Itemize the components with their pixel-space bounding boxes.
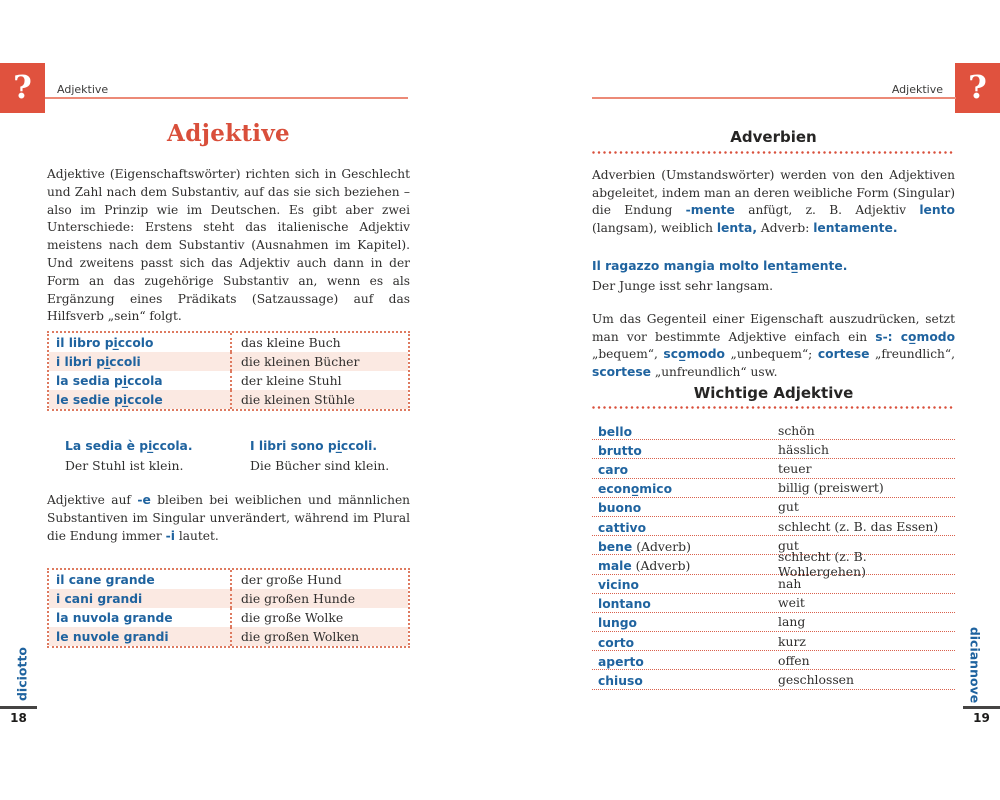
italian-sentence: La sedia è pi̲ccola. (65, 439, 193, 453)
german-translation: weit (778, 595, 805, 611)
page-number-right: 19 (973, 711, 990, 725)
header-rule-right (592, 97, 956, 99)
running-header-left: Adjektive (57, 83, 109, 96)
table-row (49, 627, 408, 646)
italian-word: buono (598, 501, 642, 516)
german-translation: die kleinen Stühle (230, 390, 408, 409)
italian-word: chiuso (598, 674, 643, 689)
running-header-right: Adjektive (891, 83, 943, 96)
italian-word: cattivo (598, 520, 647, 535)
german-translation: offen (778, 652, 810, 668)
german-translation: das kleine Buch (230, 333, 408, 352)
italian-word: caro (598, 462, 629, 477)
german-translation: teuer (778, 460, 812, 476)
german-translation: schlecht (z. B. Wohlergehen) (778, 549, 867, 580)
german-translation: lang (778, 614, 806, 630)
table-row (49, 390, 408, 409)
german-translation: nah (778, 576, 802, 592)
adverbs-paragraph: Adverbien (Umstandswörter) werden von den Adjektiven abgeleitet, indem man an deren weibliche Form (Singular) die Endung -mente anfügt, z. B. Adjektiv lento (langsam), weiblich lenta, Adverb: lentamente. (592, 168, 955, 235)
dotted-rule (592, 406, 955, 409)
italian-phrase: la sedia pi̲ccola (56, 373, 163, 388)
vocab-row (592, 479, 955, 498)
word-note: (Adverb) (631, 557, 691, 573)
vocab-row (592, 575, 955, 594)
vocab-row (592, 440, 955, 459)
section-title-adverbien: Adverbien (730, 128, 817, 146)
example-sentence-pair (65, 437, 193, 475)
italian-word: aperto (598, 654, 644, 669)
vocab-row (592, 651, 955, 670)
example-sentence-pair (250, 437, 389, 475)
example-sentence-pair (592, 257, 847, 295)
italian-word: vicino (598, 578, 639, 593)
dotted-rule (592, 151, 955, 154)
vocab-row (592, 517, 955, 536)
german-sentence: Der Stuhl ist klein. (65, 458, 184, 473)
italian-phrase: i libri pi̲ccoli (56, 354, 141, 369)
german-translation: kurz (778, 633, 806, 649)
italian-word: lontano (598, 597, 651, 612)
german-translation: die kleinen Bücher (230, 352, 408, 371)
italian-word: corto (598, 635, 635, 650)
italian-word: bello (598, 424, 633, 439)
page-number-left: 18 (10, 711, 27, 725)
table-row (49, 608, 408, 627)
table-row (49, 570, 408, 589)
vocab-row (592, 670, 955, 689)
question-mark-icon: ? (968, 68, 987, 106)
vocab-row (592, 632, 955, 651)
vocab-row (592, 549, 955, 580)
vocab-row (592, 594, 955, 613)
italian-sentence: I libri sono pi̲ccoli. (250, 439, 378, 453)
italian-word: econo̲mico (598, 482, 673, 497)
word-note: (Adverb) (632, 538, 691, 554)
german-translation: billig (preiswert) (778, 480, 884, 496)
italian-phrase: i cani grandi (56, 591, 143, 606)
vocab-row (592, 613, 955, 632)
german-translation: die große Wolke (230, 608, 408, 627)
vocab-row (592, 498, 955, 517)
german-translation: der kleine Stuhl (230, 371, 408, 390)
german-translation: der große Hund (230, 570, 408, 589)
italian-phrase: le nuvole grandi (56, 629, 169, 644)
opposites-paragraph: Um das Gegenteil einer Eigenschaft auszudrücken, setzt man vor bestimmte Adjektive einfach ein s-: co̲modo „bequem“, sco̲modo „unbequem“; cortese „freundlich“, scortese „unfreundlich“ usw. (592, 312, 956, 379)
german-translation: die großen Wolken (230, 627, 408, 646)
side-page-word-right: diciannove (967, 626, 983, 704)
german-sentence: Die Bücher sind klein. (250, 458, 390, 473)
italian-word: lungo (598, 616, 637, 631)
footer-rule-left (0, 706, 37, 709)
german-translation: gut (778, 499, 799, 515)
header-rule-left (45, 97, 408, 99)
italian-word: bene (598, 539, 633, 554)
german-translation: hässlich (778, 441, 829, 457)
table-row (49, 589, 408, 608)
german-translation: schön (778, 422, 815, 438)
section-title-wichtige-adjektive: Wichtige Adjektive (693, 384, 854, 402)
vocab-row (592, 421, 955, 440)
side-page-word-left: diciotto (14, 646, 30, 702)
vocab-row (592, 459, 955, 478)
table-row (49, 371, 408, 390)
german-translation: schlecht (z. B. das Essen) (778, 518, 939, 534)
intro-paragraph: Adjektive (Eigenschaftswörter) richten sich in Geschlecht und Zahl nach dem Substantiv, auf das sie sich beziehen – also im Prinzip wie im Deutschen. Es gibt aber zwei Unterschiede: Erstens steht das italienische Adjektiv meistens nach dem Substantiv (Ausnahmen im Kapitel). Und zweitens passt sich das Adjektiv auch dann in der Form an das zugehörige Substantiv an, wenn es als Ergänzung eines Prädikats (Satzaussage) auf das Hilfsverb „sein“ folgt. (47, 167, 410, 324)
adjective-example-table-1 (47, 331, 410, 411)
italian-word: brutto (598, 443, 642, 458)
german-translation: geschlossen (778, 672, 854, 688)
italian-word: male (598, 558, 632, 573)
italian-phrase: le sedie pi̲ccole (56, 392, 163, 407)
page-title-adjektive: Adjektive (167, 120, 290, 147)
rule-paragraph: Adjektive auf -e bleiben bei weiblichen und männlichen Substantiven im Singular unverändert, während im Plural die Endung immer -i lautet. (47, 493, 411, 543)
italian-sentence: Il ragazzo mangia molto lenta̲mente. (592, 259, 848, 273)
italian-phrase: la nuvola grande (56, 610, 173, 625)
corner-box-right (955, 63, 1000, 113)
german-translation: die großen Hunde (230, 589, 408, 608)
german-sentence: Der Junge isst sehr langsam. (592, 278, 774, 293)
german-translation: gut (778, 537, 799, 553)
table-row (49, 333, 408, 352)
corner-box-left (0, 63, 45, 113)
question-mark-icon: ? (13, 68, 32, 106)
adjective-example-table-2 (47, 568, 410, 648)
footer-rule-right (963, 706, 1000, 709)
table-row (49, 352, 408, 371)
italian-phrase: il cane grande (56, 572, 155, 587)
vocabulary-list (592, 421, 955, 690)
italian-phrase: il libro pi̲ccolo (56, 335, 154, 350)
